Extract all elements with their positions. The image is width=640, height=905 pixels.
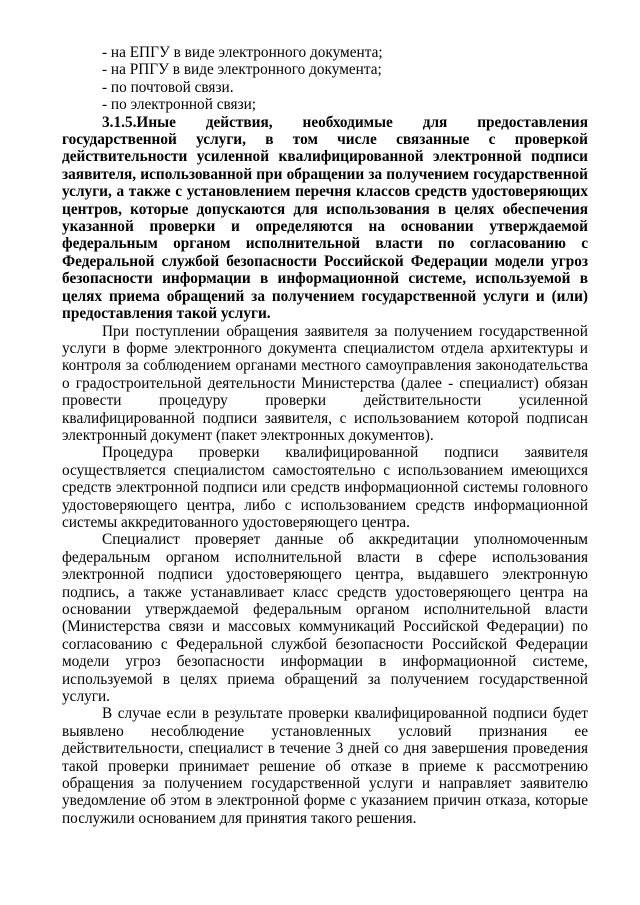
paragraph-accreditation: Специалист проверяет данные об аккредитации уполномоченным федеральным органом исполнительной власти в сфере использования электронной подписи удостоверяющего центра, выдавшего электронную подпись, а также устанавливает класс средств удостоверяющего центра на основании утверждаемой федеральным органом исполнительной власти (Министерства связи и массовых коммуникаций Российской Федерации) по согласованию с Федеральной службой безопасности Российской Федерации модели угроз безопасности информации в информационной системе, используемой в целях приема обращений за получением государственной услуги. xyxy=(62,531,588,706)
paragraph-signature-check: При поступлении обращения заявителя за получением государственной услуги в форме электронного документа специалистом отдела архитектуры и контроля за соблюдением органами местного самоуправления законодательства о градостроительной деятельности Министерства (далее - специалист) обязан провести процедуру проверки действительности усиленной квалифицированной подписи заявителя, с использованием которой подписан электронный документ (пакет электронных документов). xyxy=(62,322,588,444)
list-item-rpgu: - на РПГУ в виде электронного документа; xyxy=(102,61,382,79)
list-item-electronic: - по электронной связи; xyxy=(102,96,257,114)
list-item-epgu: - на ЕПГУ в виде электронного документа; xyxy=(102,44,383,61)
paragraph-procedure: Процедура проверки квалифицированной подписи заявителя осуществляется специалистом самостоятельно с использованием имеющихся средств электронной подписи или средств информационной системы головного удостоверяющего центра, либо с использованием средств информационной системы аккредитованного удостоверяющего центра. xyxy=(62,444,588,531)
list-item-postal: - по почтовой связи. xyxy=(102,78,234,96)
document-text xyxy=(62,44,588,827)
paragraph-refusal: В случае если в результате проверки квалифицированной подписи будет выявлено несоблюдение установленных условий признания ее действительности, специалист в течение 3 дней со дня завершения проведения такой проверки принимает решение об отказе в приеме к рассмотрению обращения за получением государственной услуги и направляет заявителю уведомление об этом в электронной форме с указанием причин отказа, которые послужили основанием для принятия такого решения. xyxy=(62,705,588,827)
section-heading: 3.1.5.Иные действия, необходимые для предоставления государственной услуги, в том числе связанные с проверкой действительности усиленной квалифицированной электронной подписи заявителя, использованной при обращении за получением государственной услуги, а также с установлением перечня классов средств удостоверяющих центров, которые допускаются для использования в целях обеспечения указанной проверки и определяются на основании утверждаемой федеральным органом исполнительной власти по согласованию с Федеральной службой безопасности Российской Федерации модели угроз безопасности информации в информационной системе, используемой в целях приема обращений за получением государственной услуги и (или) предоставления такой услуги. xyxy=(62,113,588,323)
